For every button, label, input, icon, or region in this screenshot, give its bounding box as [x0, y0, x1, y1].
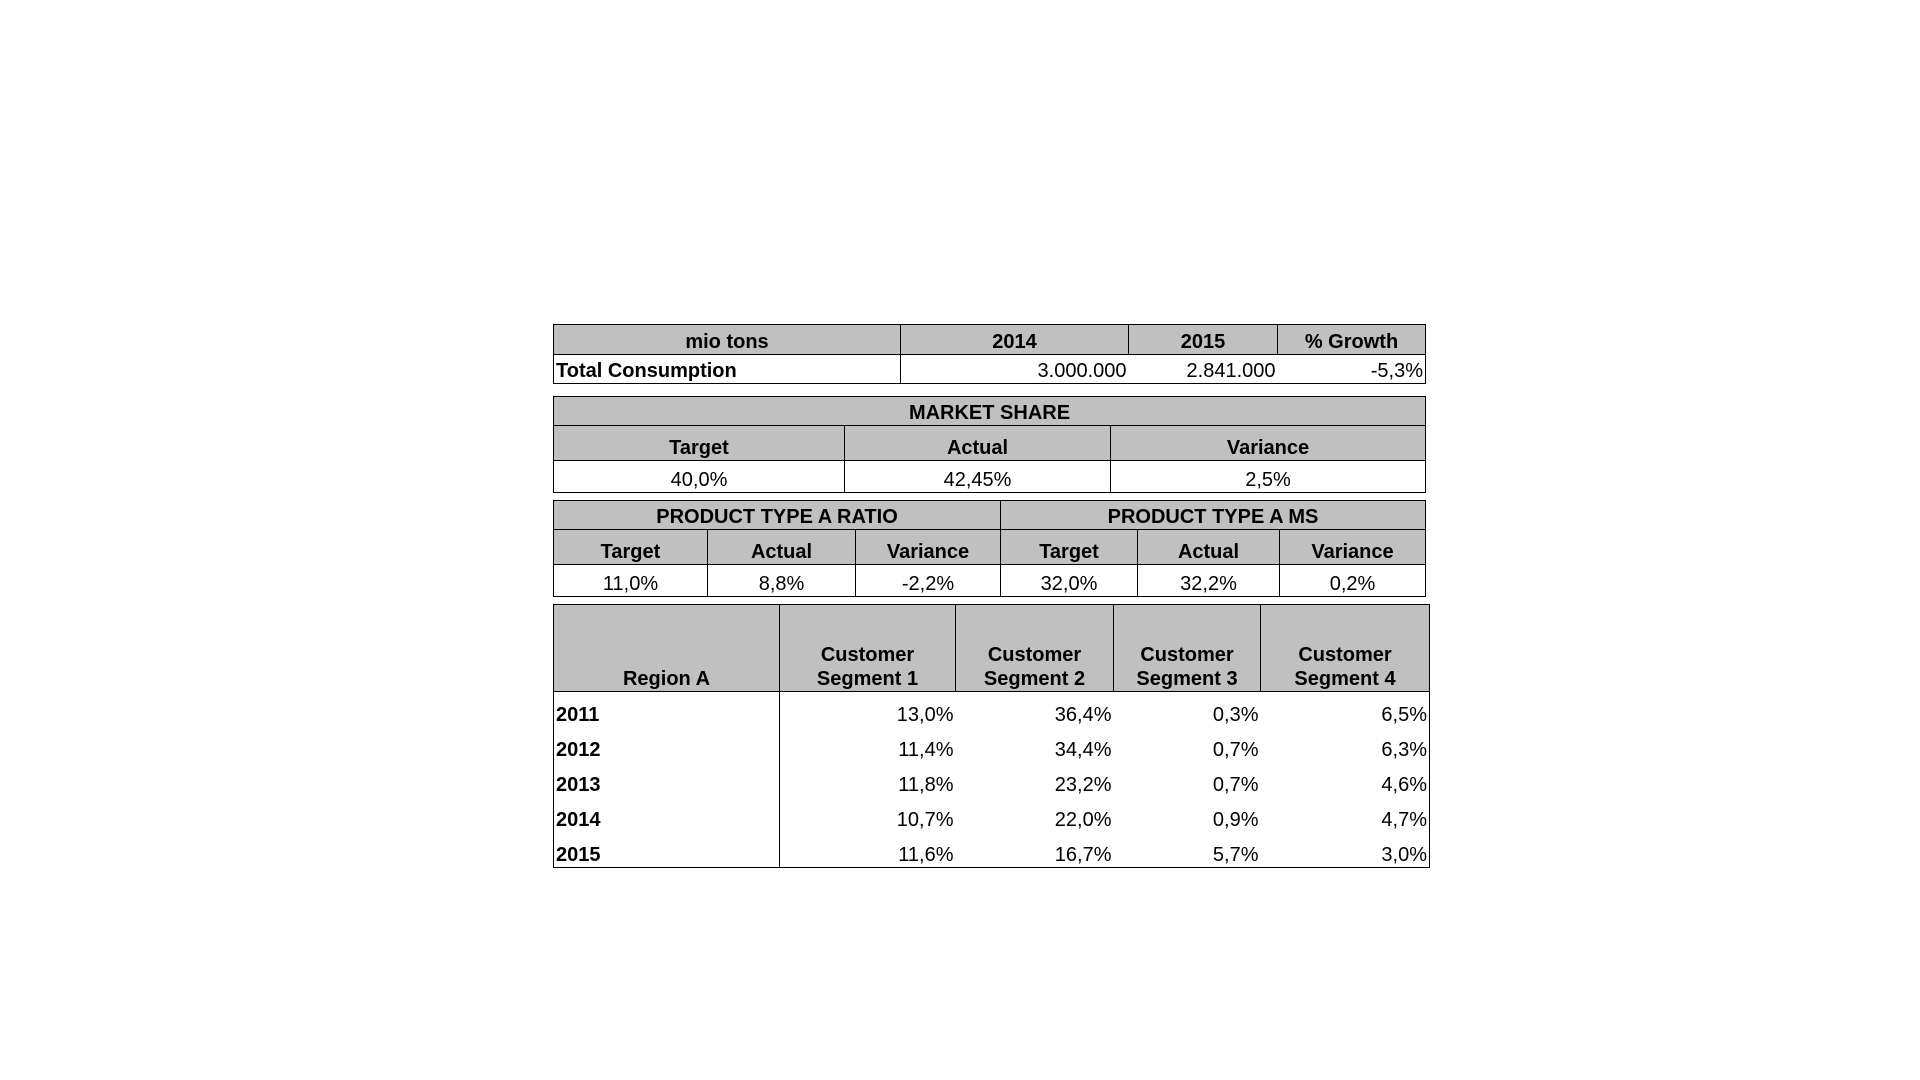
- row-year-2013[interactable]: 2013: [554, 762, 780, 797]
- cell-2011-seg2[interactable]: 36,4%: [1054, 704, 1112, 726]
- header-segment-1[interactable]: [780, 605, 956, 692]
- cell-ratio-target[interactable]: 11,0%: [554, 565, 708, 597]
- segment-2-line2: Segment 2: [983, 668, 1086, 690]
- segment-4-line1: Customer: [1298, 644, 1392, 666]
- segment-3-line2: Segment 3: [1136, 668, 1238, 690]
- cell-ms-target[interactable]: 40,0%: [554, 461, 845, 493]
- header-2014[interactable]: 2014: [901, 325, 1129, 355]
- consumption-table: [553, 324, 1426, 384]
- cell-2012-seg1[interactable]: 11,4%: [898, 739, 954, 761]
- cell-2014-seg3[interactable]: 0,9%: [1212, 809, 1259, 831]
- table-row: [554, 832, 1430, 868]
- row-year-2014[interactable]: 2014: [554, 797, 780, 832]
- header-ratio-variance[interactable]: Variance: [856, 530, 1001, 565]
- table-row: [554, 727, 1430, 762]
- row-year-2015[interactable]: 2015: [554, 832, 780, 868]
- cell-2012-seg2[interactable]: 34,4%: [1054, 739, 1112, 761]
- product-type-a-header-row: [554, 530, 1426, 565]
- header-unit[interactable]: mio tons: [554, 325, 901, 355]
- row-year-2012[interactable]: 2012: [554, 727, 780, 762]
- cell-2012-seg4[interactable]: 6,3%: [1261, 727, 1430, 762]
- cell-ms-actual[interactable]: 42,45%: [845, 461, 1111, 493]
- header-ms-actual[interactable]: Actual: [845, 426, 1111, 461]
- row-year-2011[interactable]: 2011: [554, 692, 780, 728]
- segment-1-line2: Segment 1: [816, 668, 919, 690]
- cell-2011-seg3[interactable]: 0,3%: [1212, 704, 1259, 726]
- header-ms-a-target[interactable]: Target: [1001, 530, 1138, 565]
- cell-2015-seg4[interactable]: 3,0%: [1261, 832, 1430, 868]
- header-ratio-target[interactable]: Target: [554, 530, 708, 565]
- row-label-total-consumption[interactable]: Total Consumption: [554, 355, 901, 384]
- market-share-title[interactable]: MARKET SHARE: [554, 397, 1426, 426]
- header-ms-target[interactable]: Target: [554, 426, 845, 461]
- cell-2014-seg1[interactable]: 10,7%: [896, 809, 954, 831]
- market-share-title-row: [554, 397, 1426, 426]
- product-type-a-title-row: [554, 501, 1426, 530]
- header-region[interactable]: Region A: [554, 605, 780, 692]
- region-segment-table: [553, 604, 1430, 868]
- cell-ms-variance[interactable]: 2,5%: [1111, 461, 1426, 493]
- market-share-table: [553, 396, 1426, 493]
- cell-consumption-growth[interactable]: -5,3%: [1278, 355, 1426, 384]
- segment-4-line2: Segment 4: [1294, 668, 1396, 690]
- cell-2014-seg4[interactable]: 4,7%: [1261, 797, 1430, 832]
- header-ms-variance[interactable]: Variance: [1111, 426, 1426, 461]
- cell-ratio-variance[interactable]: -2,2%: [856, 565, 1001, 597]
- header-2015[interactable]: 2015: [1129, 325, 1278, 355]
- header-ms-a-actual[interactable]: Actual: [1138, 530, 1280, 565]
- cell-ms-a-target[interactable]: 32,0%: [1001, 565, 1138, 597]
- table-row: [554, 762, 1430, 797]
- header-segment-3[interactable]: [1114, 605, 1261, 692]
- cell-2013-seg4[interactable]: 4,6%: [1261, 762, 1430, 797]
- product-type-a-table: [553, 500, 1426, 597]
- header-segment-4[interactable]: [1261, 605, 1430, 692]
- cell-2012-seg3[interactable]: 0,7%: [1212, 739, 1259, 761]
- cell-2014-seg2[interactable]: 22,0%: [1054, 809, 1112, 831]
- cell-2015-seg3[interactable]: 5,7%: [1114, 832, 1261, 868]
- cell-2013-seg3[interactable]: 0,7%: [1212, 774, 1259, 796]
- cell-consumption-2015[interactable]: 2.841.000: [1129, 355, 1278, 384]
- header-growth[interactable]: % Growth: [1278, 325, 1426, 355]
- header-ms-a-variance[interactable]: Variance: [1280, 530, 1426, 565]
- cell-2015-seg2[interactable]: 16,7%: [956, 832, 1114, 868]
- cell-ms-a-variance[interactable]: 0,2%: [1280, 565, 1426, 597]
- header-segment-2[interactable]: [956, 605, 1114, 692]
- cell-ratio-actual[interactable]: 8,8%: [708, 565, 856, 597]
- cell-2011-seg1[interactable]: 13,0%: [896, 704, 954, 726]
- table-row: [554, 565, 1426, 597]
- product-type-a-ms-title[interactable]: PRODUCT TYPE A MS: [1001, 501, 1426, 530]
- product-type-a-ratio-title[interactable]: PRODUCT TYPE A RATIO: [554, 501, 1001, 530]
- cell-2013-seg1[interactable]: 11,8%: [898, 774, 954, 796]
- segment-1-line1: Customer: [820, 644, 915, 666]
- cell-2011-seg4[interactable]: 6,5%: [1261, 692, 1430, 728]
- cell-consumption-2014[interactable]: 3.000.000: [901, 355, 1129, 384]
- header-ratio-actual[interactable]: Actual: [708, 530, 856, 565]
- region-header-row: [554, 605, 1430, 692]
- cell-ms-a-actual[interactable]: 32,2%: [1138, 565, 1280, 597]
- cell-2013-seg2[interactable]: 23,2%: [1054, 774, 1112, 796]
- table-row: [554, 797, 1430, 832]
- table-row: [554, 461, 1426, 493]
- segment-2-line1: Customer: [987, 644, 1082, 666]
- market-share-header-row: [554, 426, 1426, 461]
- table-row: [554, 692, 1430, 728]
- cell-2015-seg1[interactable]: 11,6%: [780, 832, 956, 868]
- segment-3-line1: Customer: [1140, 644, 1234, 666]
- table-row: [554, 355, 1426, 384]
- consumption-header-row: [554, 325, 1426, 355]
